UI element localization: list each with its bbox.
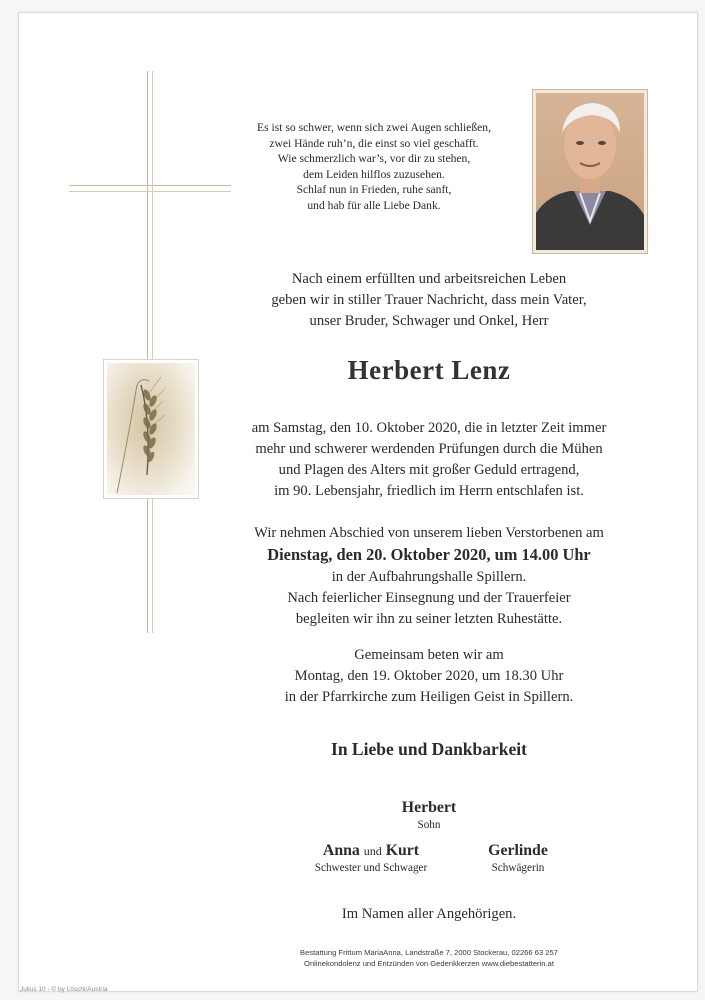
- poem-line: Wie schmerzlich war’s, vor dir zu stehen,: [277, 152, 471, 166]
- wheat-image: [103, 359, 199, 499]
- funeral-date: Dienstag, den 20. Oktober 2020, um 14.00 Uhr: [267, 545, 591, 564]
- poem-line: zwei Hände ruh’n, die einst so viel geschafft.: [269, 136, 479, 150]
- mourner-relation: Schwester und Schwager: [314, 862, 428, 874]
- poem-line: Schlaf nun in Frieden, ruhe sanft,: [296, 183, 452, 197]
- cross-horizontal-line: [69, 185, 231, 186]
- mourner-relation: Sohn: [417, 819, 441, 831]
- intro-line: unser Bruder, Schwager und Onkel, Herr: [309, 313, 549, 329]
- mourner-sister: [281, 842, 461, 874]
- cross-vertical-line-inner: [152, 71, 153, 633]
- farewell-line: Wir nehmen Abschied von unserem lieben Verstorbenen am: [254, 525, 604, 541]
- mourner-sister-in-law: [459, 842, 577, 874]
- death-notice-line: am Samstag, den 10. Oktober 2020, die in letzter Zeit immer: [251, 420, 607, 436]
- farewell-line: Nach feierlicher Einsegnung und der Trauerfeier: [287, 590, 571, 606]
- intro-line: geben wir in stiller Trauer Nachricht, dass mein Vater,: [271, 292, 587, 308]
- obituary-sheet: [18, 12, 698, 992]
- mourner-name: Kurt: [385, 842, 420, 859]
- death-notice: [229, 418, 629, 502]
- poem-line: und hab für alle Liebe Dank.: [307, 198, 441, 212]
- intro-text: [229, 269, 629, 332]
- poem-line: dem Leiden hilflos zuzusehen.: [303, 167, 445, 181]
- wheat-ear-icon: [107, 363, 195, 495]
- prayer-line: in der Pfarrkirche zum Heiligen Geist in Spillern.: [284, 689, 574, 705]
- farewell-line: in der Aufbahrungshalle Spillern.: [331, 569, 527, 585]
- family-line: Im Namen aller Angehörigen.: [341, 906, 517, 922]
- prayer-notice: [229, 645, 629, 708]
- undertaker-line: Onlinekondolenz und Entzünden von Gedenkkerzen www.diebestatterin.at: [304, 959, 554, 968]
- mourner-son: [379, 799, 479, 831]
- mourner-conjunction: und: [363, 844, 382, 858]
- mourner-name: Anna: [322, 842, 360, 859]
- undertaker-info: [229, 947, 629, 969]
- death-notice-line: mehr und schwerer werdenden Prüfungen durch die Mühen: [255, 441, 603, 457]
- prayer-line: Montag, den 19. Oktober 2020, um 18.30 Uhr: [294, 668, 564, 684]
- poem: [224, 120, 524, 214]
- portrait-photo: [532, 89, 648, 254]
- portrait-person-icon: [536, 93, 644, 250]
- cross-horizontal-line-inner: [69, 191, 231, 192]
- poem-line: Es ist so schwer, wenn sich zwei Augen schließen,: [257, 121, 491, 134]
- mourner-relation: Schwägerin: [491, 862, 545, 874]
- mourner-name: Gerlinde: [488, 842, 548, 859]
- intro-line: Nach einem erfüllten und arbeitsreichen Leben: [291, 271, 567, 287]
- deceased-name: Herbert Lenz: [347, 355, 511, 385]
- undertaker-line: Bestattung Frittum MariaAnna, Landstraße 7, 2000 Stockerau, 02266 63 257: [300, 948, 558, 957]
- footer-credit: Julius 10 - © by Löschi/Austria: [20, 986, 108, 993]
- death-notice-line: und Plagen des Alters mit großer Geduld ertragend,: [278, 462, 580, 478]
- closing-phrase: In Liebe und Dankbarkeit: [331, 739, 527, 759]
- cross-vertical-line: [147, 71, 148, 633]
- death-notice-line: im 90. Lebensjahr, friedlich im Herrn entschlafen ist.: [274, 483, 584, 499]
- farewell-line: begleiten wir ihn zu seiner letzten Ruhestätte.: [295, 611, 563, 627]
- mourner-name: Herbert: [401, 799, 457, 816]
- farewell-notice: [229, 523, 629, 630]
- prayer-line: Gemeinsam beten wir am: [354, 647, 504, 663]
